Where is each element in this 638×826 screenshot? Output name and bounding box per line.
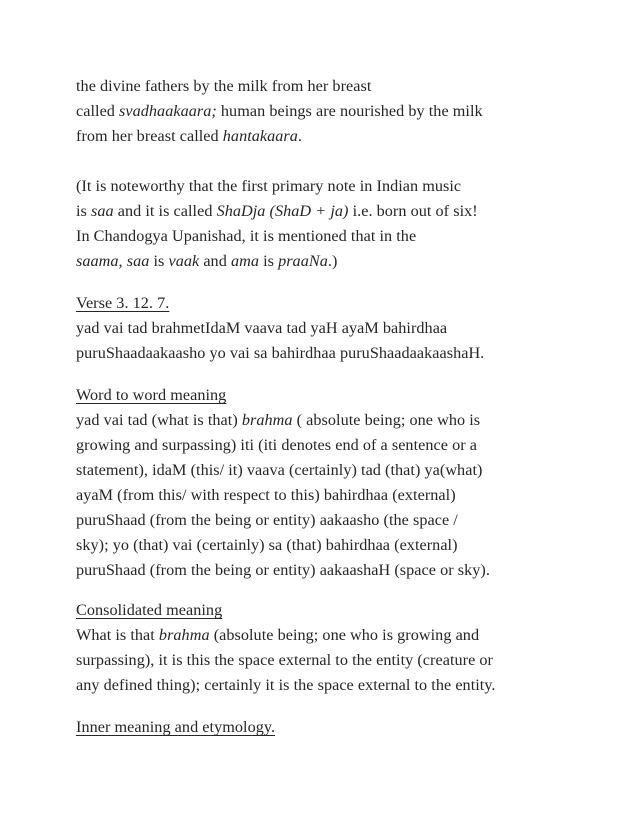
note-text: .)	[327, 252, 338, 270]
term-svadhaakaara: svadhaakaara;	[119, 102, 217, 120]
term-saama-saa: saama, saa	[76, 252, 150, 270]
intro-line-3	[76, 126, 302, 146]
term-hantakaara: hantakaara	[222, 127, 298, 145]
term-ama: ama	[230, 252, 259, 270]
word-meaning-text: yad vai tad (what is that)	[76, 411, 242, 429]
term-brahma: brahma	[158, 626, 210, 644]
consolidated-text: (absolute being; one who is growing and	[209, 626, 480, 644]
consolidated-text: What is that	[76, 626, 159, 644]
note-line-3	[76, 226, 416, 246]
term-praana: praaNa	[278, 252, 328, 270]
intro-text: called	[76, 102, 120, 120]
word-meaning-text: ( absolute being; one who is	[292, 411, 481, 429]
consolidated-line-1	[76, 625, 479, 645]
term-vaak: vaak	[168, 252, 200, 270]
term-shadja: ShaDja (ShaD + ja)	[216, 202, 349, 220]
intro-line-2	[76, 101, 483, 121]
note-text: and	[199, 252, 231, 270]
note-text: is	[149, 252, 169, 270]
intro-text: the divine fathers by the milk from her breast	[76, 77, 372, 95]
note-text: In Chandogya Upanishad, it is mentioned that in the	[76, 227, 417, 245]
note-line-1	[76, 176, 461, 196]
consolidated-line-2: surpassing), it is this the space external to the entity (creature or	[76, 651, 493, 669]
note-text: is	[258, 252, 279, 270]
note-text: and it is called	[113, 202, 217, 220]
note-text: (It is noteworthy that the first primary note in Indian music	[76, 177, 462, 195]
term-brahma: brahma	[241, 411, 293, 429]
word-meaning-line-5: puruShaad (from the being or entity) aakaasho (the space /	[76, 511, 458, 529]
intro-text: human beings are nourished by the milk	[216, 102, 483, 120]
term-saa: saa	[91, 202, 114, 220]
consolidated-heading: Consolidated meaning	[76, 601, 223, 619]
inner-meaning-heading: Inner meaning and etymology.	[76, 718, 276, 736]
word-meaning-line-1	[76, 410, 480, 430]
consolidated-line-3: any defined thing); certainly it is the space external to the entity.	[76, 676, 496, 694]
note-text: is	[76, 202, 91, 220]
note-line-4	[76, 251, 337, 271]
intro-line-1	[76, 76, 371, 96]
note-text: i.e. born out of six!	[348, 202, 478, 220]
word-meaning-line-6: sky); yo (that) vai (certainly) sa (that) bahirdhaa (external)	[76, 536, 458, 554]
verse-heading: Verse 3. 12. 7.	[76, 294, 170, 312]
verse-line-2: puruShaadaakaasho yo vai sa bahirdhaa puruShaadaakaashaH.	[76, 344, 485, 362]
word-meaning-line-4: ayaM (from this/ with respect to this) bahirdhaa (external)	[76, 486, 456, 504]
verse-line-1: yad vai tad brahmetIdaM vaava tad yaH ayaM bahirdhaa	[76, 319, 448, 337]
word-meaning-line-7: puruShaad (from the being or entity) aakaashaH (space or sky).	[76, 561, 490, 579]
word-meaning-line-2: growing and surpassing) iti (iti denotes end of a sentence or a	[76, 436, 477, 454]
intro-text: .	[297, 127, 303, 145]
note-line-2	[76, 201, 478, 221]
intro-text: from her breast called	[76, 127, 223, 145]
word-meaning-line-3: statement), idaM (this/ it) vaava (certainly) tad (that) ya(what)	[76, 461, 483, 479]
word-meaning-heading: Word to word meaning	[76, 386, 227, 404]
